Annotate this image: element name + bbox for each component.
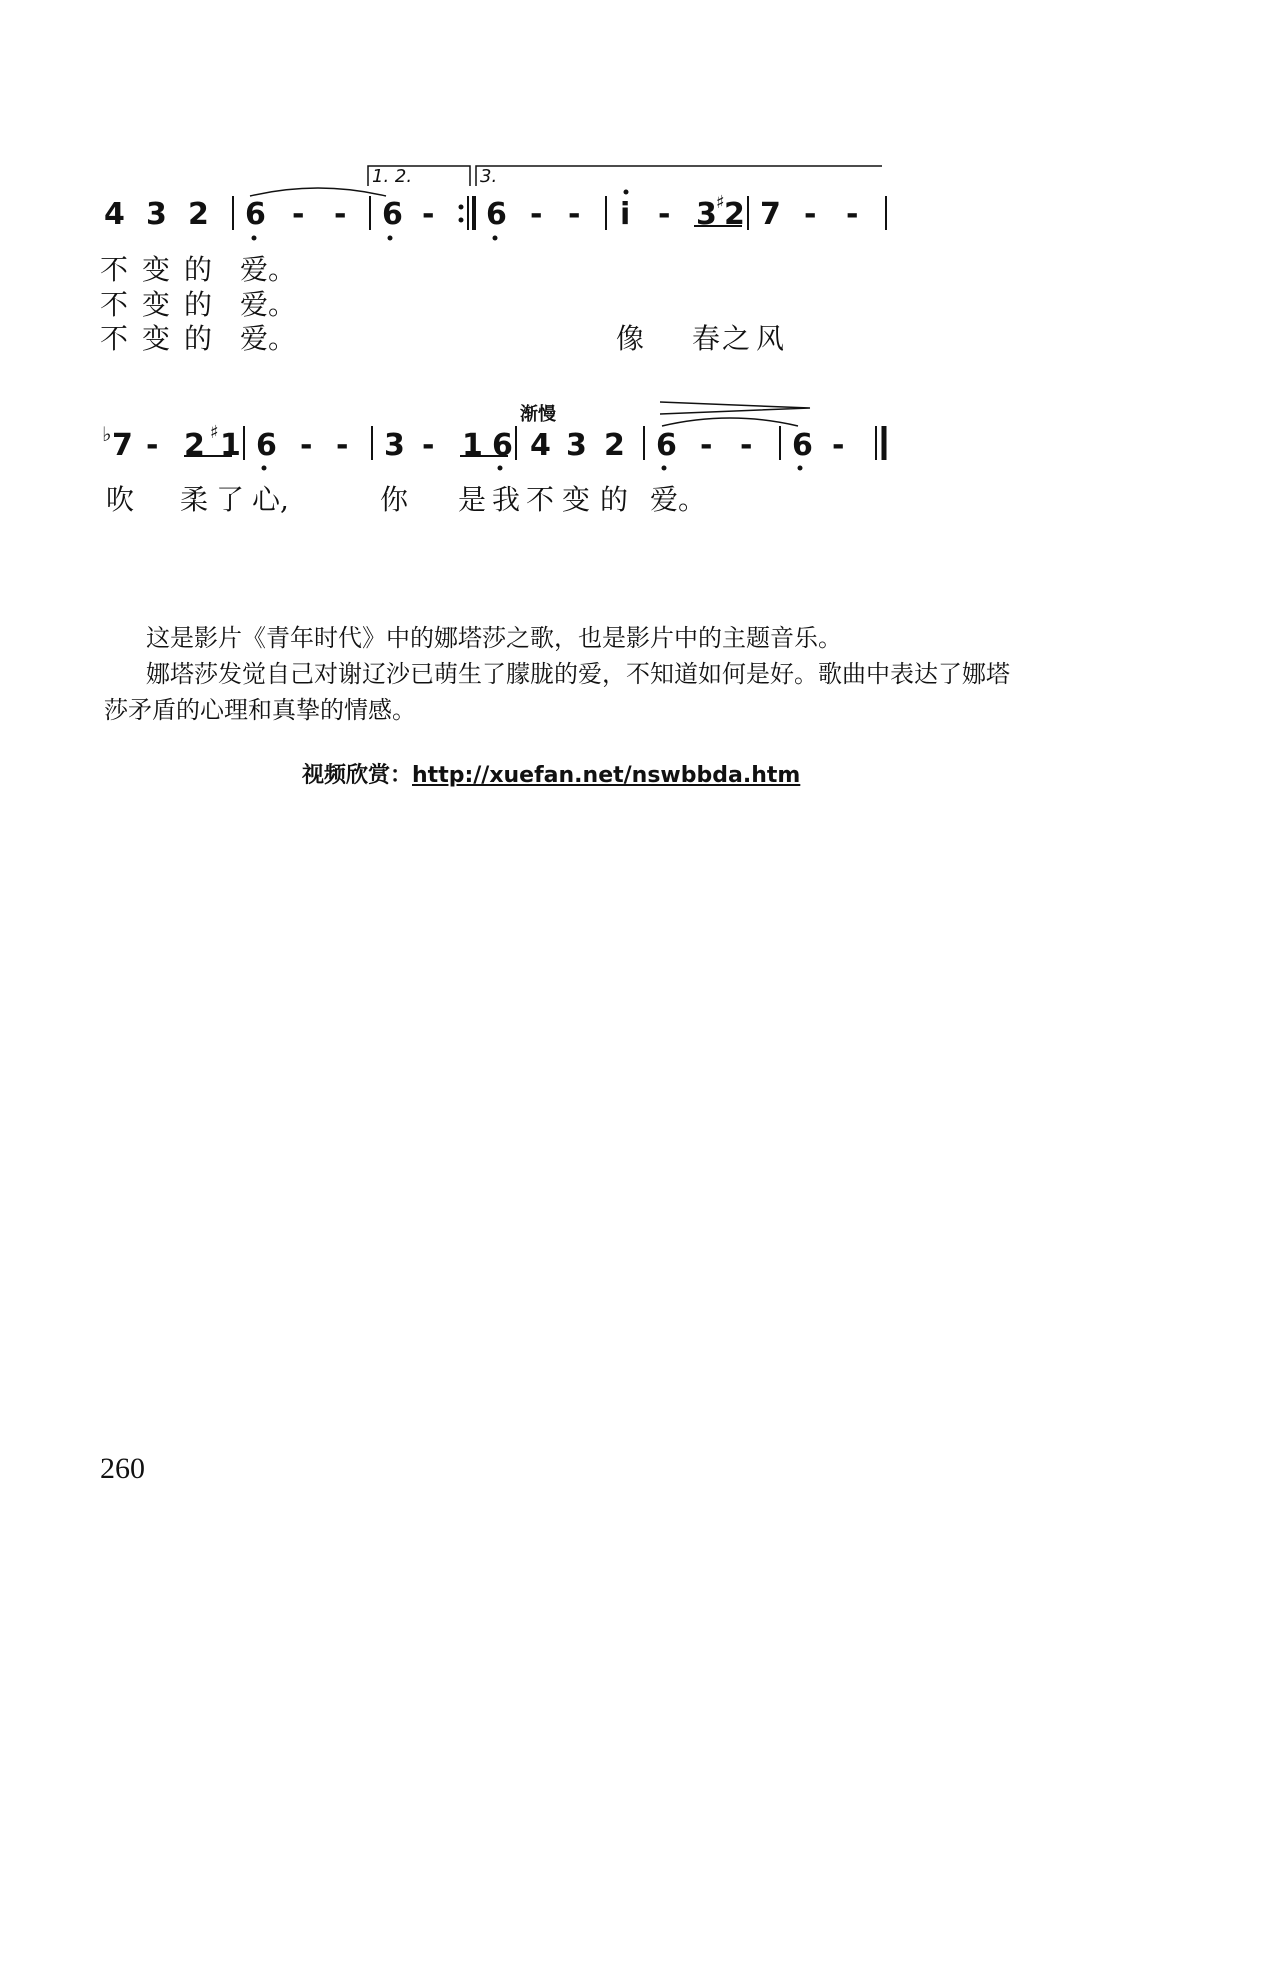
note: - xyxy=(804,197,817,232)
octave-dot xyxy=(262,466,267,471)
ending-bracket-second xyxy=(476,166,882,186)
note: - xyxy=(334,197,347,232)
lyric: 风 xyxy=(756,322,785,355)
octave-dot xyxy=(388,236,393,241)
tie xyxy=(250,188,386,196)
lyric: 爱。 xyxy=(650,483,707,516)
note: 6 xyxy=(245,197,266,232)
note: - xyxy=(832,428,845,463)
tie xyxy=(662,418,798,426)
paragraph-2-line-2: 莎矛盾的心理和真挚的情感。 xyxy=(104,696,416,724)
lyric: 像 xyxy=(616,322,645,355)
octave-dot xyxy=(493,236,498,241)
octave-dot xyxy=(498,466,503,471)
lyric: 变 xyxy=(142,253,171,286)
ending-first-label: 1. 2. xyxy=(372,166,413,187)
note: 1 xyxy=(220,428,241,463)
ending-second-label: 3. xyxy=(480,166,498,187)
lyric: 之 xyxy=(722,322,751,355)
note: 3 xyxy=(146,197,167,232)
note: i xyxy=(620,197,631,232)
video-link[interactable]: http://xuefan.net/nswbbda.htm xyxy=(412,763,801,788)
note: 2 xyxy=(184,428,205,463)
lyric: 春 xyxy=(692,322,721,355)
lyric: 不 xyxy=(100,288,129,321)
note: 3 xyxy=(696,197,717,232)
note: - xyxy=(422,197,435,232)
note: - xyxy=(568,197,581,232)
note: 6 xyxy=(792,428,813,463)
lyric: 变 xyxy=(562,483,591,516)
octave-dot xyxy=(624,190,629,195)
note: 6 xyxy=(382,197,403,232)
note: 3 xyxy=(384,428,405,463)
page-number: 260 xyxy=(100,1452,145,1485)
lyric: 你 xyxy=(380,483,409,516)
octave-dot xyxy=(662,466,667,471)
ending-bracket-first xyxy=(368,166,470,186)
note: - xyxy=(846,197,859,232)
lyric: 的 xyxy=(184,253,213,286)
note: 1 xyxy=(462,428,483,463)
note: - xyxy=(146,428,159,463)
note: - xyxy=(422,428,435,463)
lyric: 吹 xyxy=(106,483,135,516)
lyric: 是 xyxy=(458,483,487,516)
note: 2 xyxy=(724,197,745,232)
note: 2 xyxy=(188,197,209,232)
flat-sign: ♭ xyxy=(102,422,112,446)
sharp-sign: ♯ xyxy=(716,192,725,213)
lyric: 心, xyxy=(252,483,289,516)
note: 6 xyxy=(492,428,513,463)
note: 6 xyxy=(486,197,507,232)
repeat-dot xyxy=(459,205,464,210)
octave-dot xyxy=(798,466,803,471)
paragraph-1: 这是影片《青年时代》中的娜塔莎之歌，也是影片中的主题音乐。 xyxy=(146,624,842,652)
note: - xyxy=(336,428,349,463)
note: - xyxy=(658,197,671,232)
note: - xyxy=(530,197,543,232)
note: 4 xyxy=(104,197,125,232)
note: 6 xyxy=(256,428,277,463)
lyric: 了 xyxy=(216,483,245,516)
lyric: 我 xyxy=(492,483,521,516)
note: - xyxy=(700,428,713,463)
lyric: 爱。 xyxy=(240,322,297,355)
note: 6 xyxy=(656,428,677,463)
lyric: 不 xyxy=(100,253,129,286)
sharp-sign: ♯ xyxy=(210,422,219,443)
octave-dot xyxy=(252,236,257,241)
repeat-dot xyxy=(459,218,464,223)
note: 7 xyxy=(112,428,133,463)
lyric: 变 xyxy=(142,288,171,321)
note: 7 xyxy=(760,197,781,232)
video-label: 视频欣赏： xyxy=(302,763,413,788)
tempo-mark: 渐慢 xyxy=(520,404,556,425)
diminuendo-hairpin xyxy=(660,402,810,414)
lyric: 的 xyxy=(600,483,629,516)
note: 4 xyxy=(530,428,551,463)
paragraph-2-line-1: 娜塔莎发觉自己对谢辽沙已萌生了朦胧的爱，不知道如何是好。歌曲中表达了娜塔 xyxy=(146,660,1010,688)
lyric: 柔 xyxy=(180,483,209,516)
note: 2 xyxy=(604,428,625,463)
lyric: 不 xyxy=(526,483,555,516)
note: - xyxy=(300,428,313,463)
lyric: 的 xyxy=(184,288,213,321)
note: - xyxy=(292,197,305,232)
lyric: 爱。 xyxy=(240,288,297,321)
lyric: 变 xyxy=(142,322,171,355)
note: 3 xyxy=(566,428,587,463)
lyric: 不 xyxy=(100,322,129,355)
video-line xyxy=(302,758,800,789)
note: - xyxy=(740,428,753,463)
lyric: 爱。 xyxy=(240,253,297,286)
lyric: 的 xyxy=(184,322,213,355)
